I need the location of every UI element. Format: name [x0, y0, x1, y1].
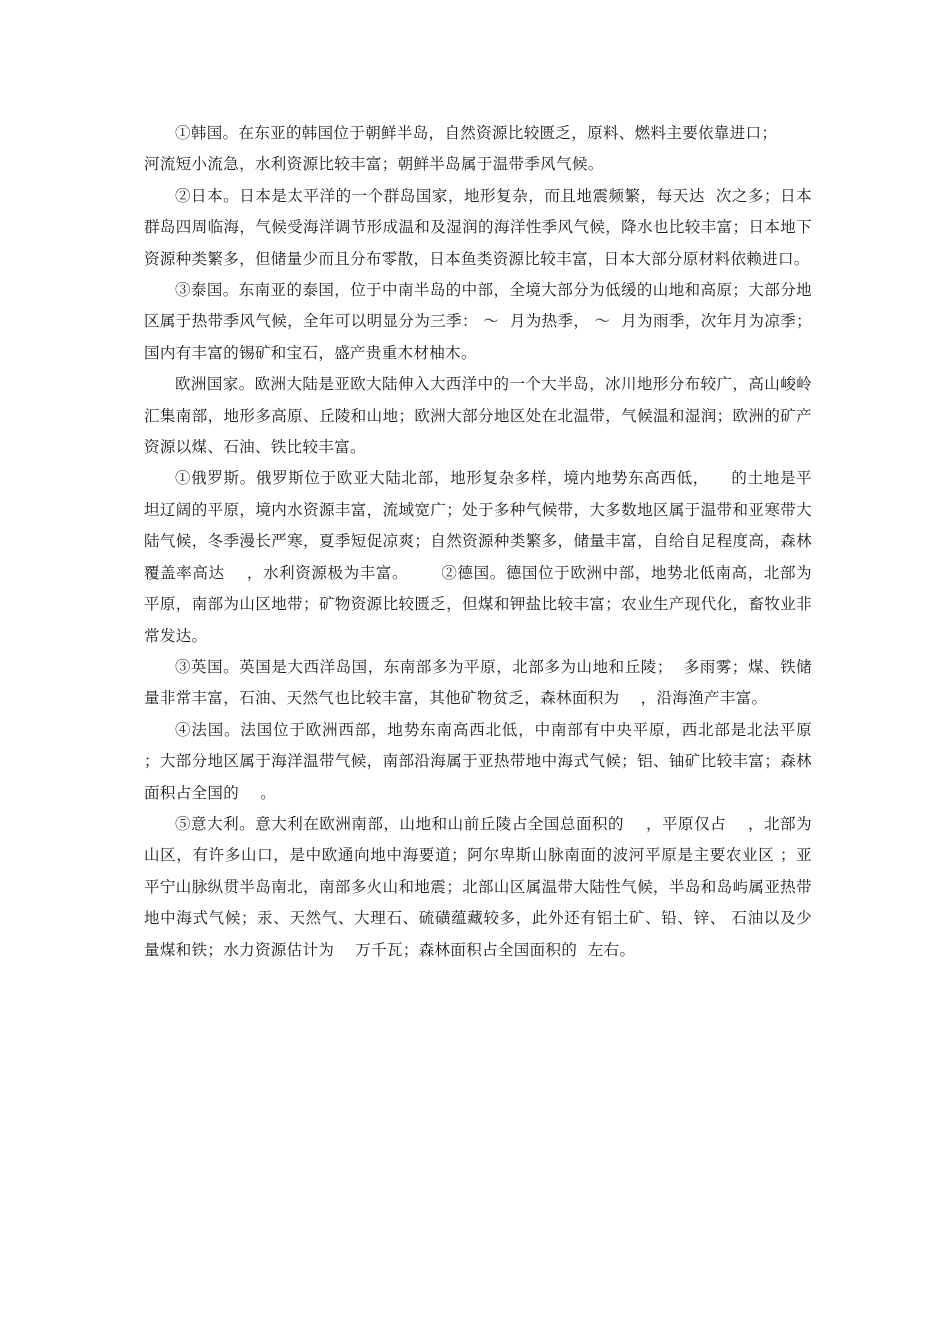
paragraph-europe: 欧洲国家。欧洲大陆是亚欧大陆伸入大西洋中的一个大半岛，冰川地形分布较广，高山峻岭汇集南部，地形多高原、丘陵和山地；欧洲大部分地区处在北温带，气候温和湿润；欧洲的矿产资源以煤、石油、铁比较丰富。	[144, 375, 812, 457]
paragraph-italy: ⑤意大利。意大利在欧洲南部，山地和山前丘陵占全国总面积的 ，平原仅占 ，北部为山区，有许多山口，是中欧通向地中海要道；阿尔卑斯山脉南面的波河平原是主要农业区 ；亚平宁山脉纵贯半岛南北，南部多火山和地震；北部山区属温带大陆性气候，半岛和岛屿属亚热带地中海式气候；汞、天然气、大理石、硫磺蕴藏较多，此外还有铝土矿、铅、锌、 石油以及少量煤和铁；水力资源估计为 万千瓦；森林面积占全国面积的 左右。	[144, 814, 812, 959]
paragraph-france: ④法国。法国位于欧洲西部，地势东南高西北低，中南部有中央平原，西北部是北法平原 ；大部分地区属于海洋温带气候，南部沿海属于亚热带地中海式气候；铝、铀矿比较丰富；森林面积占全国的 。	[144, 720, 818, 802]
document-page	[144, 118, 818, 966]
paragraph-uk: ③英国。英国是大西洋岛国，东南部多为平原，北部多为山地和丘陵； 多雨雾；煤、铁储量非常丰富，石油、天然气也比较丰富，其他矿物贫乏，森林面积为 ，沿海渔产丰富。	[144, 657, 812, 708]
paragraph-korea: ①韩国。在东亚的韩国位于朝鲜半岛，自然资源比较匮乏，原料、燃料主要依靠进口； 河流短小流急，水利资源比较丰富；朝鲜半岛属于温带季风气候。	[144, 124, 778, 174]
paragraph-japan: ②日本。日本是太平洋的一个群岛国家，地形复杂，而且地震频繁，每天达 次之多；日本群岛四周临海，气候受海洋调节形成温和及湿润的海洋性季风气候，降水也比较丰富；日本地下资源种类繁多，但储量少而且分布零散，日本鱼类资源比较丰富，日本大部分原材料依赖进口。	[144, 186, 812, 268]
paragraph-russia-germany: ①俄罗斯。俄罗斯位于欧亚大陆北部，地形复杂多样，境内地势东高西低， 的土地是平坦辽阔的平原，境内水资源丰富，流域宽广；处于多种气候带，大多数地区属于温带和亚寒带大陆气候，冬季漫长严寒，夏季短促凉爽；自然资源种类繁多，储量丰富，自给自足程度高，森林覆盖率高达 ，水利资源极为丰富。 ②德国。德国位于欧洲中部，地势北低南高，北部为平原，南部为山区地带；矿物资源比较匮乏，但煤和钾盐比较丰富；农业生产现代化，畜牧业非常发达。	[144, 469, 812, 645]
paragraph-thailand: ③泰国。东南亚的泰国，位于中南半岛的中部，全境大部分为低缓的山地和高原；大部分地区属于热带季风气候，全年可以明显分为三季： ～ 月为热季， ～ 月为雨季，次年月为凉季；国内有丰富的锡矿和宝石，盛产贵重木材柚木。	[144, 281, 812, 362]
